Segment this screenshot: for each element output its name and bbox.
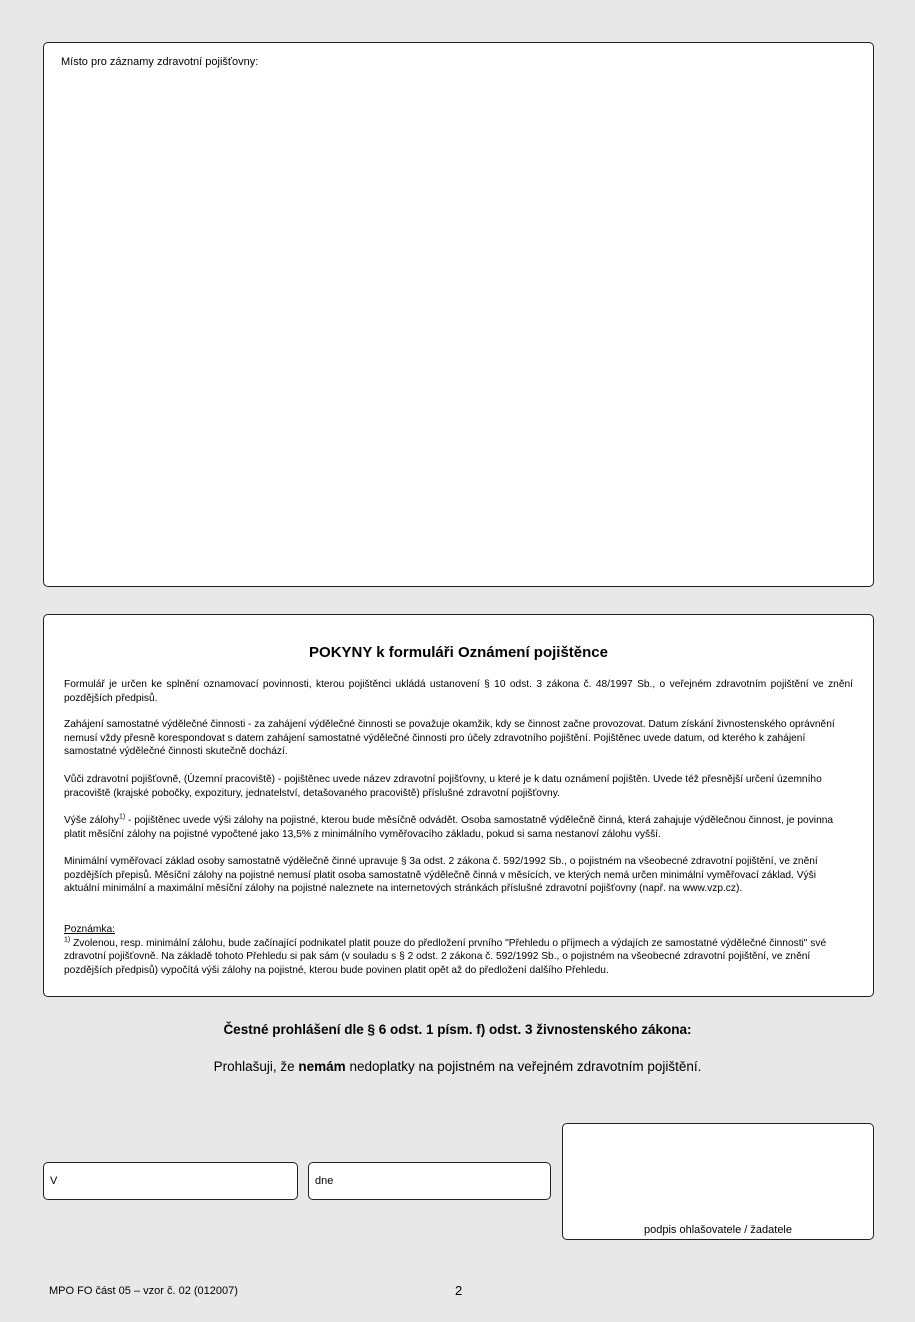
note bbox=[64, 923, 853, 977]
instructions-paragraph-1: Formulář je určen ke splnění oznamovací povinnosti, kterou pojištěnci ukládá ustanovení § 10 odst. 3 zákona č. 48/1997 Sb., o veřejném zdravotním pojištění ve znění pozdějších předpisů. bbox=[64, 679, 853, 704]
date-field[interactable] bbox=[308, 1162, 551, 1200]
signature-label: podpis ohlašovatele / žadatele bbox=[644, 1224, 792, 1236]
instructions-paragraph-4 bbox=[64, 814, 853, 841]
place-label: V bbox=[50, 1175, 58, 1187]
instructions-paragraph-2: Zahájení samostatné výdělečné činnosti - za zahájení výdělečné činnosti se považuje okamžik, kdy se činnost začne provozovat. Datum získání živnostenského oprávnění nemusí vždy přesně korespondovat s datem zahájení samostatné výdělečné činnosti pro účely zdravotního pojištění. Pojištěnec uvede datum, od kterého k zahájení samostatné výdělečné činnosti skutečně dochází. bbox=[64, 719, 835, 758]
p4-body: - pojištěnec uvede výši zálohy na pojistné, kterou bude měsíčně odvádět. Osoba samostatně výdělečně činná, která zahajuje výdělečnou činnost, je povinna platit měsíční zálohy na pojistné vypočtené jako 13,5% z minimálního vyměřovacího základu, pokud si sama nestanoví zálohu vyšší. bbox=[64, 815, 834, 840]
place-field[interactable] bbox=[43, 1162, 298, 1200]
note-text: Zvolenou, resp. minimální zálohu, bude začínající podnikatel platit pouze do předložení prvního "Přehledu o příjmech a výdajích ze samostatné výdělečné činnosti" své zdravotní pojišťovně. Na základě tohoto Přehledu si pak sám (v souladu s § 2 odst. 2 zákona č. 592/1992 Sb., o pojistném na všeobecné zdravotní pojištění, ve znění pozdějších předpisů) vypočítá výši zálohy na pojistné, kterou bude povinen platit opět až do předložení dalšího Přehledu. bbox=[64, 937, 827, 976]
signature-box[interactable] bbox=[562, 1123, 874, 1240]
instructions-box bbox=[43, 614, 874, 997]
note-footnote-mark: 1) bbox=[64, 936, 71, 944]
instructions-paragraph-5: Minimální vyměřovací základ osoby samostatně výdělečně činné upravuje § 3a odst. 2 zákona č. 592/1992 Sb., o pojistném na všeobecné zdravotní pojištění, ve znění pozdějších přepisů. Měsíční zálohy na pojistné nemusí platit osoba samostatně výdělečně činná v měsících, ve kterých nemá určen minimální vyměřovací základ. Výši aktuální minimální a maximální měsíční zálohy na pojistné naleznete na internetových stránkách příslušné zdravotní pojišťovny (např. na www.vzp.cz). bbox=[64, 856, 818, 895]
declaration-text-start: Prohlašuji, že bbox=[213, 1059, 299, 1074]
note-heading: Poznámka: bbox=[64, 924, 115, 935]
page-number: 2 bbox=[455, 1283, 463, 1298]
declaration-text bbox=[0, 1059, 915, 1074]
footnote-ref: 1) bbox=[118, 813, 126, 821]
instructions-paragraph-3: Vůči zdravotní pojišťovně, (Územní pracoviště) - pojištěnec uvede název zdravotní pojišťovny, u které je k datu oznámení pojištěn. Uvede též přesnější určení územního pracoviště (krajské pobočky, expozitury, jednatelství, detašovaného pracoviště) příslušné zdravotní pojišťovny. bbox=[64, 774, 822, 799]
records-box bbox=[43, 42, 874, 587]
declaration-text-bold: nemám bbox=[298, 1059, 346, 1074]
p4-lead: Výše zálohy bbox=[64, 815, 119, 826]
note-body bbox=[64, 937, 853, 978]
declaration-heading: Čestné prohlášení dle § 6 odst. 1 písm. f) odst. 3 živnostenského zákona: bbox=[223, 1022, 692, 1037]
instructions-title: POKYNY k formuláři Oznámení pojištěnce bbox=[309, 644, 608, 661]
form-code: MPO FO část 05 – vzor č. 02 (012007) bbox=[49, 1285, 238, 1297]
records-label: Místo pro záznamy zdravotní pojišťovny: bbox=[61, 56, 259, 68]
date-label: dne bbox=[315, 1175, 334, 1187]
declaration-text-end: nedoplatky na pojistném na veřejném zdravotním pojištění. bbox=[345, 1059, 702, 1074]
